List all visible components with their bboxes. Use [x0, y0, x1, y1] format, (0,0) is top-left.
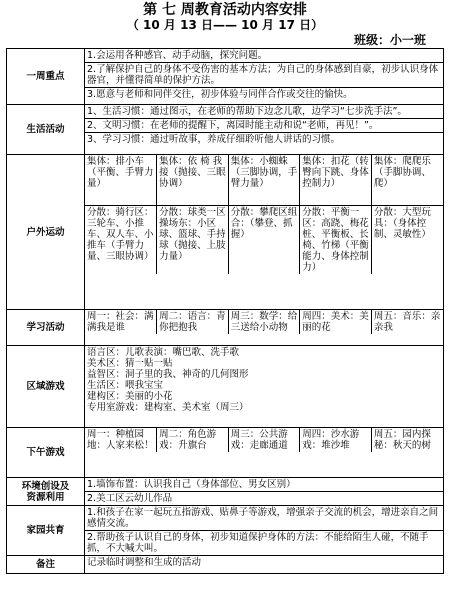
notes-text: 记录临时调整和生成的活动	[87, 557, 202, 568]
learning-fri: 周五：音乐：亲亲我	[371, 310, 443, 334]
outdoor-zone-tue: 分散：球类一区操场东：小区球、篮球、手持球（抛接、上肢力量）	[157, 205, 229, 274]
weekly-focus-item: 3.愿意与老师和同伴交往，初步体验与同伴合作或交往的愉快。	[85, 87, 443, 101]
daily-life-item: 2、文明习惯：在老师的提醒下，离园时能主动和说“老师，再见！”。	[85, 118, 443, 132]
outdoor-group-mon: 集体：排小车（平衡、手臂力量）	[87, 156, 154, 189]
home-school-item: 2.帮助孩子认识自己的身体，初步知道保护身体的方法：不能给陌生人碰，不随手抓，不大喊大叫。	[85, 530, 443, 555]
schedule-table	[6, 48, 444, 574]
page-title: 第 七 周教育活动内容安排	[143, 2, 307, 18]
row-notes	[7, 556, 444, 574]
daily-life-item: 1、生活习惯：通过图示，在老师的帮助下边念儿歌，边学习“七步洗手法”。	[87, 106, 407, 117]
learning-tue: 周二：语言：青你把抱我	[157, 310, 229, 334]
zone-games-content	[85, 346, 444, 428]
outdoor-group-thu: 集体：扣花（转臀向下跳、身体控制力）	[300, 155, 372, 205]
environment-content	[85, 478, 444, 506]
row-weekly-focus	[7, 49, 444, 105]
home-school-label: 家园共育	[7, 506, 85, 556]
row-learning	[7, 310, 444, 346]
zone-game-item: 美术区：猜一贴一贴	[87, 358, 173, 369]
afternoon-mon: 周一：种植园地：人家来松！	[87, 429, 154, 451]
row-daily-life	[7, 105, 444, 155]
date-range: （ 10 月 13 日—— 10 月 17 日）	[126, 18, 324, 32]
afternoon-wed: 周三：公共游戏：走廊通道	[228, 428, 300, 452]
environment-label	[7, 478, 85, 506]
zone-game-item: 语言区：儿歌表演：嘴巴歌、洗手歌	[87, 347, 240, 358]
afternoon-games-content	[85, 428, 444, 478]
zone-games-label: 区域游戏	[7, 346, 85, 428]
daily-life-content	[85, 105, 444, 155]
outdoor-group-wed: 集体：小蜘蛛（三脚协调，手臂力量）	[228, 155, 300, 205]
outdoor-label: 户外运动	[7, 155, 85, 310]
zone-game-item: 建构区：美丽的小花	[87, 391, 173, 402]
learning-mon: 周一：社会：满满我是谁	[87, 311, 154, 333]
outdoor-zone-mon: 分散：骑行区：三轮车、小推车、双人车、小推车（手臂力量、三眼协调）	[85, 205, 157, 274]
weekly-focus-content	[85, 49, 444, 105]
zone-game-item: 生活区：喂我宝宝	[87, 380, 164, 391]
afternoon-games-label: 下午游戏	[7, 428, 85, 478]
outdoor-zone-thu: 分散：平衡一区：高跷、梅花桩、平衡板、长椅、竹梯（平衡能力、身体控制力）	[300, 205, 372, 274]
notes-content	[85, 556, 444, 574]
row-environment	[7, 478, 444, 506]
environment-label-line1: 环境创设及	[21, 480, 70, 492]
weekly-focus-item: 2.了解保护自己的身体不受伤害的基本方法；为自己的身体感到自豪，初步认识身体器官，并懂得简单的保护方法。	[85, 62, 443, 87]
learning-grid	[85, 310, 443, 334]
environment-label-line2: 资源利用	[26, 491, 65, 503]
outdoor-group-fri: 集体：爬爬乐（手脚协调、爬）	[371, 155, 443, 205]
outdoor-zone-wed: 分散：攀爬区组合：（攀登、抓握）	[228, 205, 300, 274]
learning-thu: 周四：美术：美丽的花	[300, 310, 372, 334]
daily-life-label: 生活活动	[7, 105, 85, 155]
environment-item: 2.美工区云幼儿作品	[85, 491, 443, 505]
home-school-content	[85, 506, 444, 556]
weekly-focus-label: 一周重点	[7, 49, 85, 105]
home-school-item: 1.和孩子在家一起玩五指游戏、贴鼻子等游戏，增强亲子交流的机会，增进亲自之间感情交流。	[87, 507, 439, 529]
environment-item: 1.墙饰布置：认识我自己（身体部位、男女区别）	[87, 479, 296, 490]
afternoon-tue: 周二：角色游戏：升旗台	[157, 428, 229, 452]
daily-life-item: 3、学习习惯：通过听故事，养成仔细聆听他人讲话的习惯。	[85, 132, 443, 146]
afternoon-fri: 周五：园内探秘：秋天的树	[371, 428, 443, 452]
outdoor-grid	[85, 155, 443, 274]
row-outdoor	[7, 155, 444, 310]
afternoon-thu: 周四：沙水游戏：堆沙堆	[300, 428, 372, 452]
outdoor-group-tue: 集体：依 椅 我 接（抛接、三眼协调）	[157, 155, 229, 205]
weekly-focus-item: 1.会运用各种感官、动手动脑，探究问题。	[87, 50, 268, 61]
row-zone-games	[7, 346, 444, 428]
learning-label: 学习活动	[7, 310, 85, 346]
learning-content	[85, 310, 444, 346]
row-afternoon-games	[7, 428, 444, 478]
zone-game-item: 专用室游戏：建构室、美术室（周三）	[87, 402, 249, 413]
afternoon-grid	[85, 428, 443, 452]
row-home-school	[7, 506, 444, 556]
outdoor-zone-fri: 分散：大型玩具：（身体控制、灵敏性）	[371, 205, 443, 274]
learning-wed: 周三：数学：给三送给小动物	[228, 310, 300, 334]
zone-game-item: 益智区：洞子里的我、神奇的几何图形	[87, 369, 249, 380]
notes-label: 备注	[7, 556, 85, 574]
outdoor-content	[85, 155, 444, 310]
class-label: 班级：小一班	[353, 33, 426, 47]
